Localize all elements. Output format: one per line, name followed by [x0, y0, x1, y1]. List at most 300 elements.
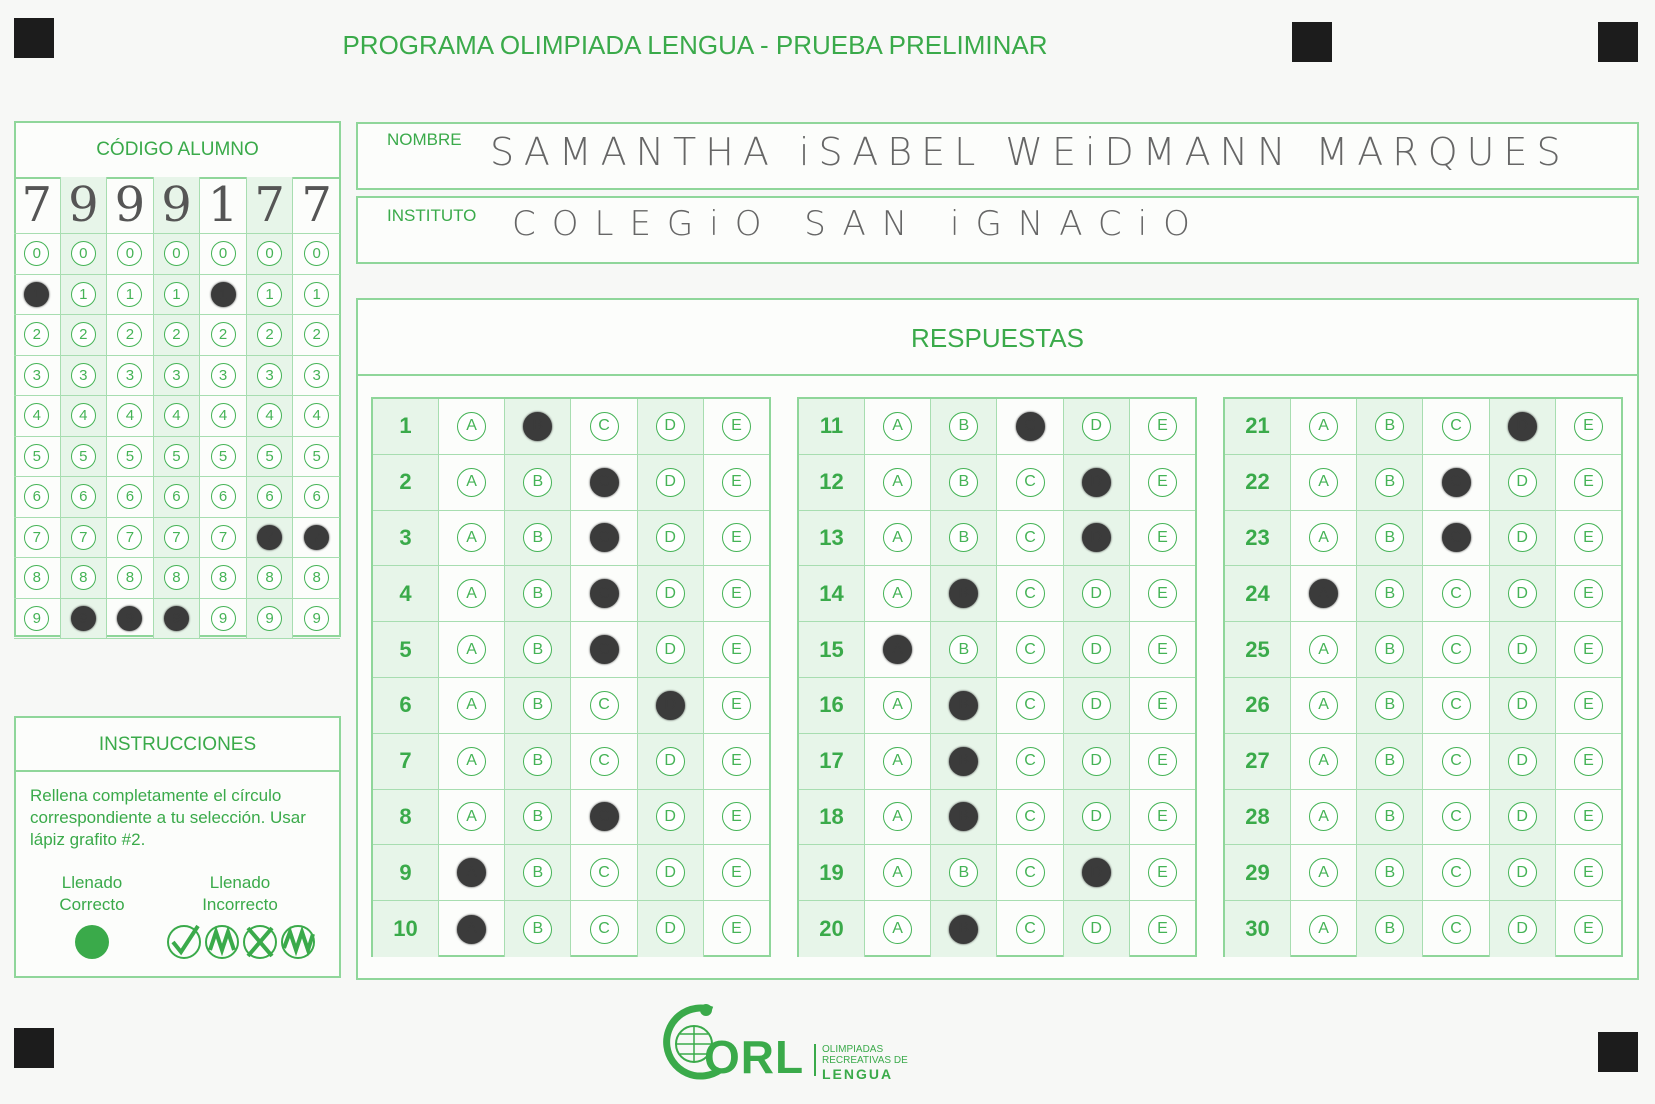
answer-option-cell	[1064, 734, 1130, 789]
answer-bubble-c[interactable]: C	[1442, 579, 1471, 608]
answer-option-cell	[638, 734, 704, 789]
answer-bubble-d[interactable]: D	[1082, 915, 1111, 944]
answer-option-cell	[505, 511, 571, 566]
answer-bubble-d[interactable]: D	[656, 412, 685, 441]
answer-bubble-a[interactable]: A	[1309, 915, 1338, 944]
answer-bubble-d[interactable]: D	[1082, 635, 1111, 664]
answer-bubble-e[interactable]: E	[722, 691, 751, 720]
answer-bubble-b[interactable]: B	[523, 579, 552, 608]
answer-bubble-a[interactable]: A	[457, 635, 486, 664]
code-digit-bubble[interactable]: 8	[211, 565, 236, 590]
answer-option-cell	[1130, 678, 1195, 733]
answer-bubble-b[interactable]: B	[523, 915, 552, 944]
code-written-cell[interactable]	[247, 177, 294, 234]
code-digit-cell	[107, 275, 154, 316]
answer-bubble-c[interactable]: C	[590, 802, 619, 831]
answer-bubble-b[interactable]: B	[949, 579, 978, 608]
answer-bubble-c[interactable]: C	[1016, 635, 1045, 664]
answer-option-cell	[439, 566, 505, 621]
answer-bubble-e[interactable]: E	[1574, 691, 1603, 720]
code-digit-bubble[interactable]: 7	[304, 525, 329, 550]
answer-bubble-c[interactable]: C	[1442, 468, 1471, 497]
answer-bubble-e[interactable]: E	[722, 523, 751, 552]
answer-bubble-e[interactable]: E	[722, 858, 751, 887]
answer-bubble-b[interactable]: B	[1375, 858, 1404, 887]
answer-bubble-b[interactable]: B	[1375, 468, 1404, 497]
code-digit-bubble[interactable]: 3	[24, 363, 49, 388]
code-digit-cell	[107, 477, 154, 518]
answer-bubble-b[interactable]: B	[1375, 579, 1404, 608]
answer-bubble-d[interactable]: D	[1082, 691, 1111, 720]
code-written-cell[interactable]	[200, 177, 247, 234]
code-digit-cell	[247, 396, 294, 437]
answer-option-cell	[1291, 790, 1357, 845]
answer-option-cell	[1130, 399, 1195, 454]
code-digit-bubble[interactable]: 6	[304, 484, 329, 509]
code-digit-bubble[interactable]: 0	[117, 241, 142, 266]
answer-bubble-e[interactable]: E	[1148, 523, 1177, 552]
code-digit-bubble[interactable]: 8	[304, 565, 329, 590]
code-digit-bubble[interactable]: 7	[257, 525, 282, 550]
answer-option-cell	[997, 678, 1063, 733]
code-digit-bubble[interactable]: 1	[164, 282, 189, 307]
code-digit-bubble[interactable]: 5	[164, 444, 189, 469]
code-digit-bubble[interactable]: 2	[164, 322, 189, 347]
code-digit-row	[14, 558, 340, 599]
code-digit-bubble[interactable]: 3	[211, 363, 236, 388]
answer-bubble-b[interactable]: B	[949, 802, 978, 831]
answer-bubble-c[interactable]: C	[590, 691, 619, 720]
code-digit-bubble[interactable]: 9	[117, 606, 142, 631]
answer-row	[799, 901, 1195, 957]
answer-bubble-a[interactable]: A	[1309, 691, 1338, 720]
code-written-cell[interactable]	[293, 177, 340, 234]
code-digit-bubble[interactable]: 6	[24, 484, 49, 509]
answer-option-cell	[997, 790, 1063, 845]
nombre-value[interactable]: SAMANTHA iSABEL WEiDMANN MARQUES	[490, 130, 1570, 174]
answer-bubble-a[interactable]: A	[457, 747, 486, 776]
code-digit-bubble[interactable]: 9	[71, 606, 96, 631]
answer-bubble-b[interactable]: B	[949, 858, 978, 887]
answer-bubble-d[interactable]: D	[1082, 468, 1111, 497]
answer-bubble-a[interactable]: A	[883, 802, 912, 831]
answer-bubble-d[interactable]: D	[656, 523, 685, 552]
answer-bubble-d[interactable]: D	[1508, 579, 1537, 608]
answer-bubble-a[interactable]: A	[1309, 747, 1338, 776]
answer-option-cell	[571, 399, 637, 454]
code-digit-bubble[interactable]: 7	[117, 525, 142, 550]
answer-option-cell	[704, 566, 769, 621]
answer-bubble-d[interactable]: D	[656, 579, 685, 608]
handwritten-digit: 7	[254, 177, 285, 233]
answer-option-cell	[1357, 455, 1423, 510]
code-digit-bubble[interactable]: 3	[304, 363, 329, 388]
code-digit-bubble[interactable]: 2	[211, 322, 236, 347]
answer-bubble-a[interactable]: A	[883, 635, 912, 664]
answer-bubble-d[interactable]: D	[1508, 523, 1537, 552]
answer-bubble-d[interactable]: D	[1508, 802, 1537, 831]
answer-bubble-a[interactable]: A	[883, 523, 912, 552]
answer-bubble-a[interactable]: A	[883, 747, 912, 776]
answer-bubble-b[interactable]: B	[523, 523, 552, 552]
code-digit-cell	[200, 275, 247, 316]
code-digit-bubble[interactable]: 8	[164, 565, 189, 590]
instituto-value[interactable]: COLEGiO SAN iGNACiO	[512, 204, 1206, 244]
answer-bubble-a[interactable]: A	[1309, 635, 1338, 664]
answer-bubble-c[interactable]: C	[1442, 691, 1471, 720]
code-digit-cell	[247, 356, 294, 397]
code-digit-bubble[interactable]: 9	[24, 606, 49, 631]
answer-bubble-a[interactable]: A	[457, 858, 486, 887]
answer-row	[799, 790, 1195, 846]
code-digit-bubble[interactable]: 4	[117, 403, 142, 428]
answer-bubble-a[interactable]: A	[1309, 468, 1338, 497]
code-written-cell[interactable]	[107, 177, 154, 234]
answer-bubble-a[interactable]: A	[457, 468, 486, 497]
handwritten-digit: 1	[207, 177, 239, 233]
answer-option-cell	[1064, 399, 1130, 454]
answer-bubble-d[interactable]: D	[656, 635, 685, 664]
answer-bubble-a[interactable]: A	[1309, 802, 1338, 831]
answer-option-cell	[865, 901, 931, 957]
code-digit-bubble[interactable]: 5	[211, 444, 236, 469]
answer-bubble-e[interactable]: E	[1148, 635, 1177, 664]
answer-bubble-b[interactable]: B	[523, 691, 552, 720]
answer-bubble-a[interactable]: A	[883, 858, 912, 887]
answer-option-cell	[1064, 901, 1130, 957]
answer-bubble-e[interactable]: E	[722, 412, 751, 441]
answer-bubble-b[interactable]: B	[949, 468, 978, 497]
answer-option-cell	[1423, 734, 1489, 789]
code-digit-bubble[interactable]: 0	[164, 241, 189, 266]
answer-bubble-d[interactable]: D	[1082, 747, 1111, 776]
code-digit-bubble[interactable]: 1	[24, 282, 49, 307]
answer-option-cell	[997, 845, 1063, 900]
code-digit-bubble[interactable]: 5	[117, 444, 142, 469]
answer-bubble-a[interactable]: A	[457, 523, 486, 552]
code-digit-bubble[interactable]: 4	[24, 403, 49, 428]
answer-bubble-e[interactable]: E	[1148, 579, 1177, 608]
answer-bubble-c[interactable]: C	[1016, 915, 1045, 944]
answer-bubble-c[interactable]: C	[590, 468, 619, 497]
code-digit-bubble[interactable]: 3	[71, 363, 96, 388]
answer-bubble-c[interactable]: C	[1016, 802, 1045, 831]
answer-bubble-e[interactable]: E	[722, 747, 751, 776]
code-digit-bubble[interactable]: 2	[304, 322, 329, 347]
handwritten-digit: 9	[114, 177, 146, 233]
question-number: 15	[799, 622, 865, 677]
answer-row	[799, 845, 1195, 901]
answer-option-cell	[1291, 622, 1357, 677]
code-digit-bubble[interactable]: 5	[304, 444, 329, 469]
answer-bubble-b[interactable]: B	[523, 468, 552, 497]
code-digit-bubble[interactable]: 3	[164, 363, 189, 388]
answer-bubble-c[interactable]: C	[590, 747, 619, 776]
answer-bubble-e[interactable]: E	[1574, 412, 1603, 441]
answer-bubble-c[interactable]: C	[1442, 523, 1471, 552]
answer-option-cell	[439, 455, 505, 510]
code-digit-cell	[107, 599, 154, 640]
answer-bubble-b[interactable]: B	[949, 412, 978, 441]
answer-row	[373, 790, 769, 846]
answer-bubble-b[interactable]: B	[949, 635, 978, 664]
code-digit-bubble[interactable]: 6	[211, 484, 236, 509]
code-digit-bubble[interactable]: 9	[304, 606, 329, 631]
code-digit-bubble[interactable]: 8	[24, 565, 49, 590]
answer-bubble-e[interactable]: E	[1148, 915, 1177, 944]
answer-option-cell	[1556, 511, 1621, 566]
answer-bubble-a[interactable]: A	[457, 412, 486, 441]
code-digit-row	[14, 437, 340, 478]
answer-bubble-b[interactable]: B	[523, 802, 552, 831]
code-digit-bubble[interactable]: 8	[257, 565, 282, 590]
answer-bubble-a[interactable]: A	[883, 468, 912, 497]
answer-bubble-c[interactable]: C	[1442, 747, 1471, 776]
answer-option-cell	[1130, 511, 1195, 566]
answer-bubble-b[interactable]: B	[949, 747, 978, 776]
code-written-cell[interactable]	[154, 177, 201, 234]
answer-bubble-d[interactable]: D	[1508, 747, 1537, 776]
answer-option-cell	[1064, 678, 1130, 733]
answer-bubble-d[interactable]: D	[1508, 858, 1537, 887]
code-digit-bubble[interactable]: 7	[164, 525, 189, 550]
code-digit-bubble[interactable]: 6	[257, 484, 282, 509]
answer-bubble-b[interactable]: B	[1375, 635, 1404, 664]
answer-row	[799, 678, 1195, 734]
answer-bubble-e[interactable]: E	[1148, 468, 1177, 497]
answer-bubble-c[interactable]: C	[1016, 691, 1045, 720]
code-digit-bubble[interactable]: 6	[117, 484, 142, 509]
answer-bubble-e[interactable]: E	[1574, 802, 1603, 831]
code-digit-bubble[interactable]: 0	[304, 241, 329, 266]
code-digit-bubble[interactable]: 5	[24, 444, 49, 469]
question-number: 1	[373, 399, 439, 454]
answer-bubble-c[interactable]: C	[1016, 468, 1045, 497]
code-digit-cell	[154, 396, 201, 437]
answer-bubble-b[interactable]: B	[1375, 523, 1404, 552]
answer-bubble-c[interactable]: C	[590, 635, 619, 664]
code-digit-bubble[interactable]: 6	[164, 484, 189, 509]
answer-bubble-e[interactable]: E	[722, 579, 751, 608]
code-digit-bubble[interactable]: 8	[117, 565, 142, 590]
code-digit-cell	[107, 518, 154, 559]
answer-bubble-d[interactable]: D	[656, 802, 685, 831]
code-digit-bubble[interactable]: 3	[257, 363, 282, 388]
answer-bubble-d[interactable]: D	[656, 691, 685, 720]
code-written-cell[interactable]	[14, 177, 61, 234]
answer-bubble-d[interactable]: D	[1508, 412, 1537, 441]
answer-bubble-c[interactable]: C	[1442, 915, 1471, 944]
answer-bubble-e[interactable]: E	[1148, 747, 1177, 776]
answer-option-cell	[1423, 511, 1489, 566]
answer-bubble-d[interactable]: D	[1082, 412, 1111, 441]
code-digit-bubble[interactable]: 5	[71, 444, 96, 469]
answer-bubble-d[interactable]: D	[1082, 858, 1111, 887]
answer-row	[373, 622, 769, 678]
answer-bubble-b[interactable]: B	[949, 691, 978, 720]
code-digit-cell	[293, 275, 340, 316]
answer-bubble-c[interactable]: C	[1442, 635, 1471, 664]
code-digit-bubble[interactable]: 1	[211, 282, 236, 307]
answer-option-cell	[1556, 622, 1621, 677]
answers-title: RESPUESTAS	[358, 300, 1637, 376]
answer-bubble-a[interactable]: A	[883, 691, 912, 720]
code-digit-bubble[interactable]: 6	[71, 484, 96, 509]
code-digit-bubble[interactable]: 2	[24, 322, 49, 347]
answer-bubble-b[interactable]: B	[1375, 412, 1404, 441]
answer-bubble-c[interactable]: C	[1442, 802, 1471, 831]
answer-bubble-d[interactable]: D	[656, 858, 685, 887]
answer-bubble-c[interactable]: C	[1442, 858, 1471, 887]
answer-bubble-e[interactable]: E	[1574, 468, 1603, 497]
code-digit-bubble[interactable]: 2	[257, 322, 282, 347]
answer-bubble-a[interactable]: A	[1309, 412, 1338, 441]
answer-bubble-e[interactable]: E	[1574, 858, 1603, 887]
question-number: 4	[373, 566, 439, 621]
code-digit-cell	[107, 396, 154, 437]
answer-bubble-c[interactable]: C	[1016, 523, 1045, 552]
code-written-cell[interactable]	[61, 177, 108, 234]
answer-option-cell	[1064, 566, 1130, 621]
answer-bubble-b[interactable]: B	[523, 858, 552, 887]
answer-bubble-d[interactable]: D	[1508, 635, 1537, 664]
question-number: 22	[1225, 455, 1291, 510]
answer-option-cell	[638, 901, 704, 957]
answer-row	[1225, 790, 1621, 846]
answer-bubble-c[interactable]: C	[590, 579, 619, 608]
answer-bubble-e[interactable]: E	[722, 915, 751, 944]
answer-bubble-a[interactable]: A	[1309, 523, 1338, 552]
answer-bubble-e[interactable]: E	[1148, 412, 1177, 441]
answer-bubble-a[interactable]: A	[457, 579, 486, 608]
answer-bubble-d[interactable]: D	[1082, 802, 1111, 831]
code-digit-bubble[interactable]: 4	[211, 403, 236, 428]
answer-bubble-b[interactable]: B	[523, 412, 552, 441]
question-number: 2	[373, 455, 439, 510]
code-digit-bubble[interactable]: 2	[117, 322, 142, 347]
answer-bubble-e[interactable]: E	[1148, 858, 1177, 887]
code-digit-bubble[interactable]: 4	[257, 403, 282, 428]
answer-bubble-c[interactable]: C	[1016, 747, 1045, 776]
code-digit-bubble[interactable]: 7	[24, 525, 49, 550]
code-digit-bubble[interactable]: 0	[211, 241, 236, 266]
answer-bubble-e[interactable]: E	[1574, 915, 1603, 944]
answer-bubble-e[interactable]: E	[1148, 802, 1177, 831]
answer-bubble-d[interactable]: D	[1508, 691, 1537, 720]
answer-bubble-d[interactable]: D	[656, 468, 685, 497]
orl-logo	[660, 1000, 940, 1086]
answer-option-cell	[439, 399, 505, 454]
answer-bubble-c[interactable]: C	[1442, 412, 1471, 441]
answer-bubble-a[interactable]: A	[457, 802, 486, 831]
answer-bubble-b[interactable]: B	[1375, 915, 1404, 944]
code-digit-bubble[interactable]: 3	[117, 363, 142, 388]
answer-bubble-a[interactable]: A	[1309, 858, 1338, 887]
answer-option-cell	[505, 901, 571, 957]
answer-bubble-c[interactable]: C	[590, 523, 619, 552]
answer-bubble-c[interactable]: C	[1016, 858, 1045, 887]
code-digit-bubble[interactable]: 0	[257, 241, 282, 266]
answer-bubble-c[interactable]: C	[1016, 579, 1045, 608]
answer-bubble-b[interactable]: B	[1375, 747, 1404, 776]
answer-bubble-d[interactable]: D	[1508, 915, 1537, 944]
answer-bubble-e[interactable]: E	[722, 802, 751, 831]
code-digit-bubble[interactable]: 1	[117, 282, 142, 307]
code-digit-cell	[61, 275, 108, 316]
answer-bubble-b[interactable]: B	[1375, 802, 1404, 831]
code-digit-bubble[interactable]: 7	[211, 525, 236, 550]
code-digit-cell	[107, 558, 154, 599]
answer-bubble-e[interactable]: E	[1574, 747, 1603, 776]
answer-bubble-e[interactable]: E	[1574, 523, 1603, 552]
answer-option-cell	[1357, 511, 1423, 566]
answer-bubble-a[interactable]: A	[457, 691, 486, 720]
code-digit-bubble[interactable]: 8	[71, 565, 96, 590]
code-digit-bubble[interactable]: 1	[257, 282, 282, 307]
answer-bubble-b[interactable]: B	[949, 523, 978, 552]
answer-bubble-b[interactable]: B	[1375, 691, 1404, 720]
answer-bubble-b[interactable]: B	[523, 635, 552, 664]
question-number: 13	[799, 511, 865, 566]
answer-option-cell	[571, 901, 637, 957]
answer-bubble-d[interactable]: D	[656, 747, 685, 776]
answer-option-cell	[1556, 790, 1621, 845]
answer-bubble-b[interactable]: B	[523, 747, 552, 776]
code-digit-bubble[interactable]: 9	[257, 606, 282, 631]
answer-bubble-e[interactable]: E	[1574, 579, 1603, 608]
code-digit-bubble[interactable]: 7	[71, 525, 96, 550]
answer-bubble-d[interactable]: D	[656, 915, 685, 944]
answer-bubble-a[interactable]: A	[883, 412, 912, 441]
answer-bubble-c[interactable]: C	[590, 858, 619, 887]
code-digit-cell	[61, 315, 108, 356]
question-number: 14	[799, 566, 865, 621]
answer-bubble-e[interactable]: E	[1574, 635, 1603, 664]
answer-bubble-d[interactable]: D	[1508, 468, 1537, 497]
answer-bubble-b[interactable]: B	[949, 915, 978, 944]
answer-bubble-c[interactable]: C	[1016, 412, 1045, 441]
code-digit-bubble[interactable]: 9	[211, 606, 236, 631]
answer-bubble-e[interactable]: E	[1148, 691, 1177, 720]
code-digit-bubble[interactable]: 0	[71, 241, 96, 266]
answer-row	[373, 845, 769, 901]
answer-bubble-a[interactable]: A	[883, 915, 912, 944]
registration-mark-top-right	[1598, 22, 1638, 62]
answer-bubble-a[interactable]: A	[457, 915, 486, 944]
answer-option-cell	[865, 566, 931, 621]
answer-row	[373, 901, 769, 957]
answer-option-cell	[1291, 678, 1357, 733]
answer-bubble-e[interactable]: E	[722, 635, 751, 664]
code-digit-bubble[interactable]: 4	[164, 403, 189, 428]
code-digit-bubble[interactable]: 0	[24, 241, 49, 266]
answer-bubble-c[interactable]: C	[590, 915, 619, 944]
code-digit-bubble[interactable]: 4	[304, 403, 329, 428]
code-digit-bubble[interactable]: 4	[71, 403, 96, 428]
code-digit-bubble[interactable]: 2	[71, 322, 96, 347]
answer-bubble-a[interactable]: A	[1309, 579, 1338, 608]
code-digit-bubble[interactable]: 1	[304, 282, 329, 307]
answer-bubble-e[interactable]: E	[722, 468, 751, 497]
answer-bubble-c[interactable]: C	[590, 412, 619, 441]
code-digit-bubble[interactable]: 1	[71, 282, 96, 307]
code-digit-bubble[interactable]: 5	[257, 444, 282, 469]
answer-bubble-a[interactable]: A	[883, 579, 912, 608]
code-digit-bubble[interactable]: 9	[164, 606, 189, 631]
answer-bubble-d[interactable]: D	[1082, 579, 1111, 608]
answer-row	[1225, 845, 1621, 901]
answer-bubble-d[interactable]: D	[1082, 523, 1111, 552]
